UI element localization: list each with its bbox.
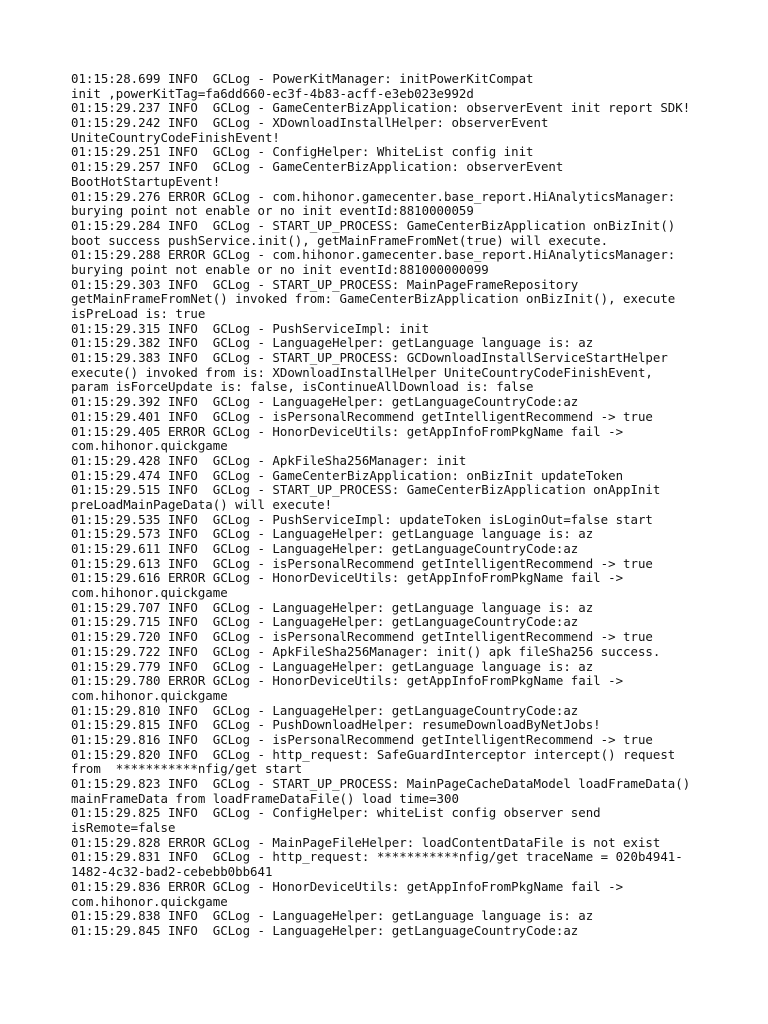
- log-line: 01:15:29.707 INFO GCLog - LanguageHelper: getLanguage language is: az: [71, 599, 594, 615]
- log-line: 01:15:29.288 ERROR GCLog - com.hihonor.gamecenter.base_report.HiAnalyticsManager:: [71, 247, 676, 263]
- log-line: 01:15:29.780 ERROR GCLog - HonorDeviceUtils: getAppInfoFromPkgName fail ->: [71, 673, 624, 689]
- log-line: preLoadMainPageData() will execute!: [71, 496, 333, 512]
- log-line: 01:15:29.315 INFO GCLog - PushServiceImpl: init: [71, 320, 430, 336]
- log-line: 01:15:29.284 INFO GCLog - START_UP_PROCESS: GameCenterBizApplication onBizInit(): [71, 217, 676, 233]
- log-line: 01:15:29.845 INFO GCLog - LanguageHelper: getLanguageCountryCode:az: [71, 922, 579, 938]
- log-line: getMainFrameFromNet() invoked from: GameCenterBizApplication onBizInit(), execute: [71, 291, 676, 307]
- log-line: 01:15:29.303 INFO GCLog - START_UP_PROCESS: MainPageFrameRepository: [71, 276, 579, 292]
- log-line: UniteCountryCodeFinishEvent!: [71, 129, 280, 145]
- log-line: 01:15:29.779 INFO GCLog - LanguageHelper: getLanguage language is: az: [71, 658, 594, 674]
- log-line: com.hihonor.quickgame: [71, 585, 228, 601]
- log-line: 01:15:29.515 INFO GCLog - START_UP_PROCESS: GameCenterBizApplication onAppInit: [71, 482, 661, 498]
- log-line: 01:15:29.836 ERROR GCLog - HonorDeviceUtils: getAppInfoFromPkgName fail ->: [71, 878, 624, 894]
- log-line: 01:15:29.401 INFO GCLog - isPersonalRecommend getIntelligentRecommend -> true: [71, 408, 653, 424]
- log-line: 01:15:29.815 INFO GCLog - PushDownloadHelper: resumeDownloadByNetJobs!: [71, 717, 601, 733]
- log-line: 01:15:29.828 ERROR GCLog - MainPageFileHelper: loadContentDataFile is not exist: [71, 834, 661, 850]
- log-line: isRemote=false: [71, 820, 176, 836]
- log-line: burying point not enable or no init eventId:881000000099: [71, 261, 489, 277]
- log-line: 01:15:29.611 INFO GCLog - LanguageHelper: getLanguageCountryCode:az: [71, 541, 579, 556]
- log-line: init ,powerKitTag=fa6dd660-ec3f-4b83-acff-e3eb023e992d: [71, 85, 474, 101]
- log-line: com.hihonor.quickgame: [71, 893, 228, 909]
- log-line: 01:15:29.573 INFO GCLog - LanguageHelper: getLanguage language is: az: [71, 526, 594, 542]
- log-line: 01:15:29.613 INFO GCLog - isPersonalRecommend getIntelligentRecommend -> true: [71, 555, 653, 571]
- log-line: 01:15:29.722 INFO GCLog - ApkFileSha256Manager: init() apk fileSha256 success.: [71, 643, 661, 659]
- log-line: 01:15:29.428 INFO GCLog - ApkFileSha256Manager: init: [71, 452, 467, 468]
- log-line: 01:15:29.816 INFO GCLog - isPersonalRecommend getIntelligentRecommend -> true: [71, 731, 653, 747]
- log-line: BootHotStartupEvent!: [71, 173, 221, 189]
- log-line: com.hihonor.quickgame: [71, 438, 228, 454]
- log-line: 01:15:29.823 INFO GCLog - START_UP_PROCESS: MainPageCacheDataModel loadFrameData(): [71, 776, 691, 791]
- log-line: 01:15:29.405 ERROR GCLog - HonorDeviceUtils: getAppInfoFromPkgName fail ->: [71, 423, 624, 439]
- log-line: 01:15:29.820 INFO GCLog - http_request: SafeGuardInterceptor intercept() request: [71, 746, 676, 762]
- log-line: 01:15:29.831 INFO GCLog - http_request: ***********nfig/get traceName = 020b4941-: [71, 849, 683, 865]
- log-line: 01:15:28.699 INFO GCLog - PowerKitManager: initPowerKitCompat: [71, 71, 534, 86]
- log-line: 01:15:29.715 INFO GCLog - LanguageHelper: getLanguageCountryCode:az: [71, 614, 579, 630]
- log-line: 01:15:29.383 INFO GCLog - START_UP_PROCESS: GCDownloadInstallServiceStartHelper: [71, 350, 668, 366]
- log-line: 01:15:29.616 ERROR GCLog - HonorDeviceUtils: getAppInfoFromPkgName fail ->: [71, 570, 624, 586]
- log-line: 01:15:29.474 INFO GCLog - GameCenterBizApplication: onBizInit updateToken: [71, 467, 624, 483]
- log-line: 01:15:29.392 INFO GCLog - LanguageHelper: getLanguageCountryCode:az: [71, 394, 579, 410]
- log-document: [71, 72, 711, 939]
- log-line: com.hihonor.quickgame: [71, 687, 228, 703]
- log-line: param isForceUpdate is: false, isContinueAllDownload is: false: [71, 379, 534, 395]
- log-line: mainFrameData from loadFrameDataFile() load time=300: [71, 790, 459, 806]
- log-line: from ***********nfig/get start: [71, 761, 303, 777]
- log-line: 01:15:29.720 INFO GCLog - isPersonalRecommend getIntelligentRecommend -> true: [71, 629, 653, 645]
- log-line: 01:15:29.810 INFO GCLog - LanguageHelper: getLanguageCountryCode:az: [71, 702, 579, 718]
- log-line: 01:15:29.825 INFO GCLog - ConfigHelper: whiteList config observer send: [71, 805, 601, 821]
- log-line: 01:15:29.382 INFO GCLog - LanguageHelper: getLanguage language is: az: [71, 335, 594, 351]
- log-line: 01:15:29.535 INFO GCLog - PushServiceImpl: updateToken isLoginOut=false start: [71, 511, 653, 527]
- log-line: isPreLoad is: true: [71, 306, 206, 321]
- log-line: execute() invoked from is: XDownloadInstallHelper UniteCountryCodeFinishEvent,: [71, 364, 653, 380]
- log-line: 01:15:29.257 INFO GCLog - GameCenterBizApplication: observerEvent: [71, 159, 564, 175]
- log-line: burying point not enable or no init eventId:8810000059: [71, 203, 474, 219]
- log-line: boot success pushService.init(), getMainFrameFromNet(true) will execute.: [71, 232, 609, 248]
- log-line: 01:15:29.276 ERROR GCLog - com.hihonor.gamecenter.base_report.HiAnalyticsManager:: [71, 188, 676, 204]
- log-line: 01:15:29.251 INFO GCLog - ConfigHelper: WhiteList config init: [71, 144, 534, 160]
- log-line: 1482-4c32-bad2-cebebb0bb641: [71, 864, 273, 880]
- log-line: 01:15:29.237 INFO GCLog - GameCenterBizApplication: observerEvent init report SDK!: [71, 100, 691, 116]
- log-line: 01:15:29.838 INFO GCLog - LanguageHelper: getLanguage language is: az: [71, 908, 594, 924]
- log-line: 01:15:29.242 INFO GCLog - XDownloadInstallHelper: observerEvent: [71, 115, 549, 131]
